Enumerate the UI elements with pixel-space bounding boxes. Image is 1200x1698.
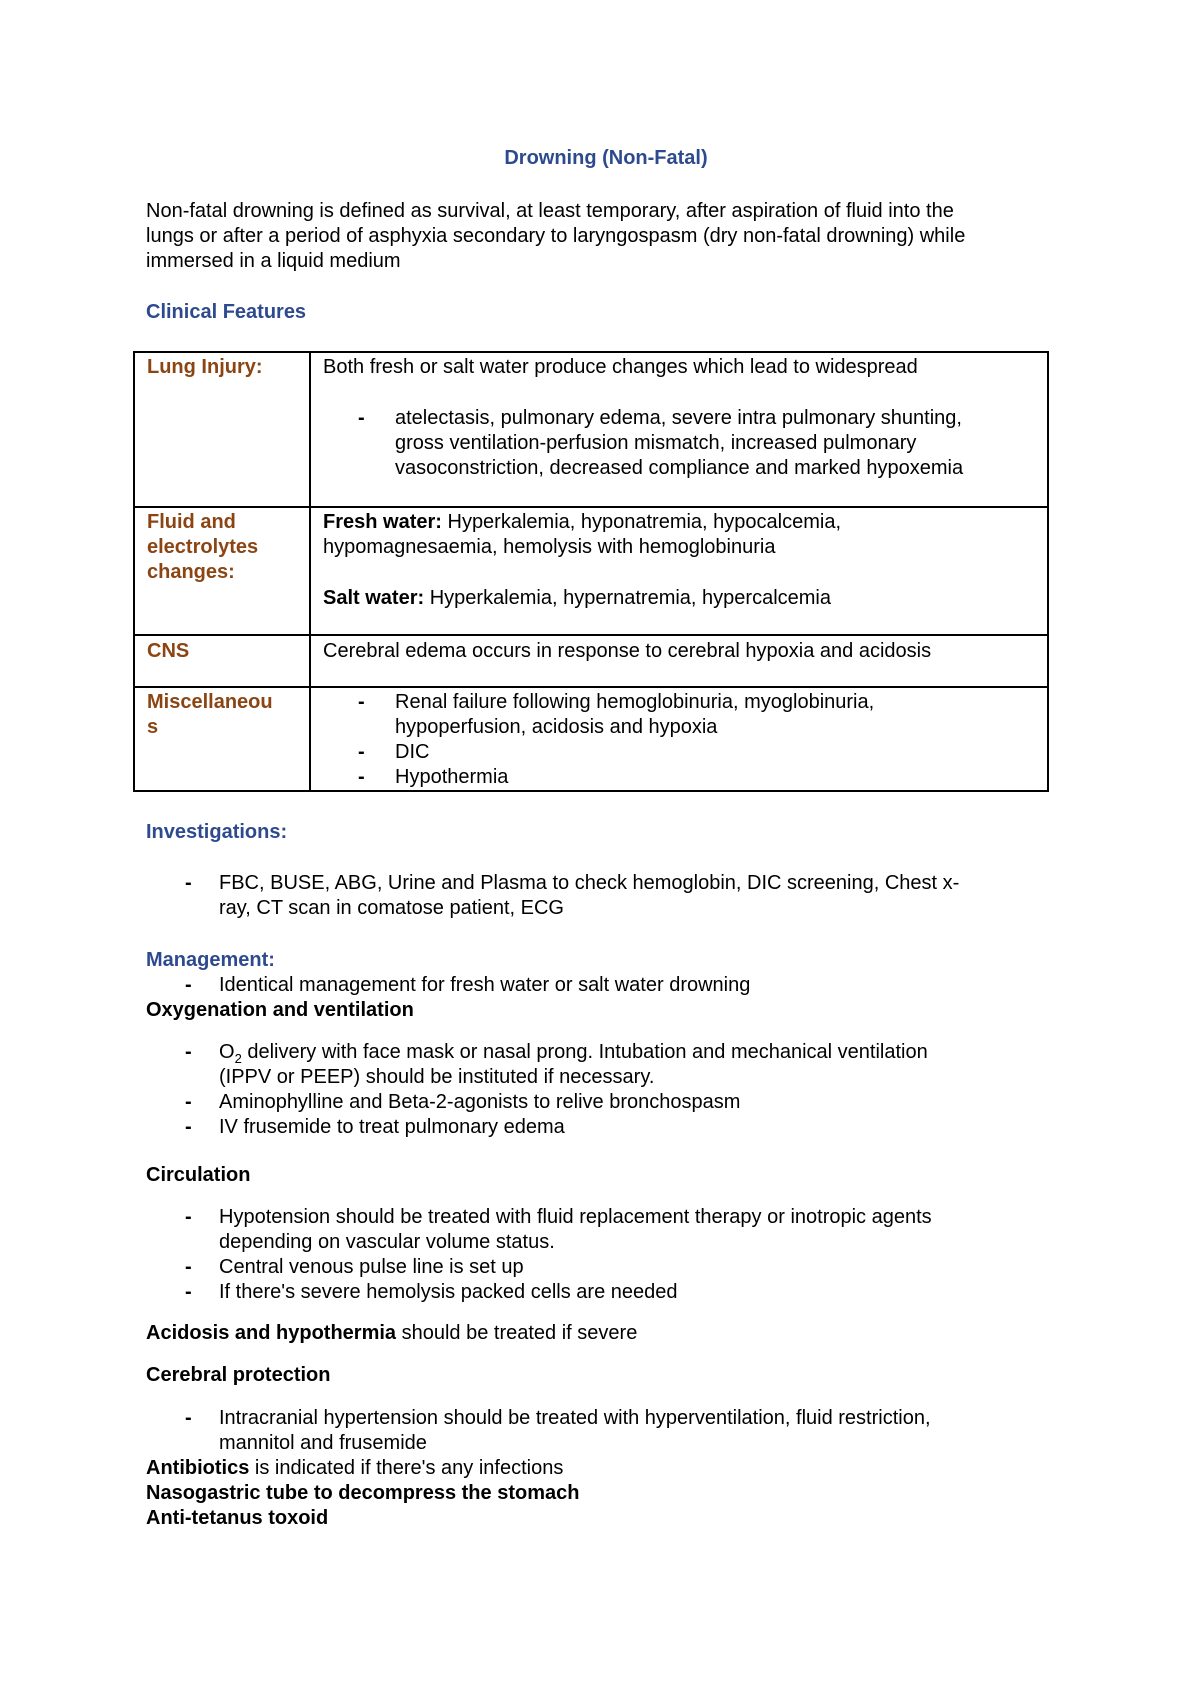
bullet-dash: - (185, 1281, 192, 1303)
misc-item-3: Hypothermia (395, 766, 509, 788)
acidosis-line (146, 1321, 637, 1346)
oxygenation-item-1-line-2: (IPPV or PEEP) should be instituted if necessary. (219, 1066, 655, 1088)
bullet-dash: - (185, 974, 192, 996)
circulation-item-3: If there's severe hemolysis packed cells are needed (219, 1281, 678, 1303)
antibiotics-bold: Antibiotics (146, 1457, 250, 1479)
misc-item-1-line-1: Renal failure following hemoglobinuria, myoglobinuria, (395, 691, 875, 713)
bullet-dash: - (358, 741, 365, 763)
management-heading: Management: (146, 949, 275, 971)
cerebral-heading: Cerebral protection (146, 1364, 331, 1386)
investigations-line-2: ray, CT scan in comatose patient, ECG (219, 897, 564, 919)
management-item: Identical management for fresh water or salt water drowning (219, 974, 751, 996)
cns-label: CNS (147, 640, 190, 662)
fresh-water-label: Fresh water: (323, 511, 442, 533)
bullet-dash: - (358, 766, 365, 788)
clinical-features-heading: Clinical Features (146, 301, 307, 323)
circulation-heading: Circulation (146, 1164, 251, 1186)
table-row-cns (134, 635, 1048, 687)
lung-injury-text: Both fresh or salt water produce changes which lead to widespread (323, 356, 918, 378)
investigations-heading: Investigations: (146, 821, 288, 843)
fresh-water-line (323, 510, 841, 535)
misc-item-2: DIC (395, 741, 430, 763)
table-row-fluid-electrolytes (134, 507, 1048, 635)
bullet-dash: - (185, 1256, 192, 1278)
bullet-dash: - (185, 1407, 192, 1429)
bullet-dash: - (185, 1206, 192, 1228)
fluid-label-cell (134, 507, 310, 635)
bullet-dash: - (185, 1116, 192, 1138)
circulation-item-2: Central venous pulse line is set up (219, 1256, 524, 1278)
table-row-miscellaneous (134, 687, 1048, 791)
fluid-label-line-2: electrolytes (147, 536, 259, 558)
lung-injury-content-cell (310, 352, 1048, 507)
fluid-content-cell (310, 507, 1048, 635)
lung-injury-label: Lung Injury: (147, 356, 263, 378)
fresh-water-text-line-2: hypomagnesaemia, hemolysis with hemoglobinuria (323, 536, 776, 558)
cns-text: Cerebral edema occurs in response to cerebral hypoxia and acidosis (323, 640, 932, 662)
intro-line-2: lungs or after a period of asphyxia secondary to laryngospasm (dry non-fatal drowning) while (146, 225, 966, 247)
fresh-water-text: Hyperkalemia, hyponatremia, hypocalcemia, (441, 511, 842, 533)
salt-water-label: Salt water: (323, 587, 425, 609)
oxygenation-heading: Oxygenation and ventilation (146, 999, 414, 1021)
cns-content-cell (310, 635, 1048, 687)
fluid-label-line-1: Fluid and (147, 511, 236, 533)
cerebral-item-line-2: mannitol and frusemide (219, 1432, 427, 1454)
oxygenation-item-3: IV frusemide to treat pulmonary edema (219, 1116, 565, 1138)
misc-label-line-2: s (147, 716, 159, 738)
misc-content-cell (310, 687, 1048, 791)
fluid-label-line-3: changes: (147, 561, 235, 583)
salt-water-line (323, 586, 831, 611)
acidosis-text: should be treated if severe (396, 1322, 638, 1344)
bullet-dash: - (358, 407, 365, 429)
intro-line-3: immersed in a liquid medium (146, 250, 401, 272)
circulation-item-1-line-2: depending on vascular volume status. (219, 1231, 555, 1253)
lung-injury-bullet-line-3: vasoconstriction, decreased compliance and marked hypoxemia (395, 457, 964, 479)
nasogastric-line: Nasogastric tube to decompress the stomach (146, 1482, 580, 1504)
misc-label-line-1: Miscellaneou (147, 691, 273, 713)
cns-label-cell (134, 635, 310, 687)
bullet-dash: - (185, 1041, 192, 1063)
intro-line-1: Non-fatal drowning is defined as survival, at least temporary, after aspiration of fluid into the (146, 200, 954, 222)
antibiotics-text: is indicated if there's any infections (249, 1457, 564, 1479)
clinical-features-table (133, 351, 1049, 792)
oxygen-symbol: O (219, 1041, 235, 1063)
bullet-dash: - (185, 872, 192, 894)
oxygenation-item-1-text: delivery with face mask or nasal prong. Intubation and mechanical ventilation (241, 1041, 928, 1063)
lung-injury-bullet-line-2: gross ventilation-perfusion mismatch, increased pulmonary (395, 432, 917, 454)
salt-water-text: Hyperkalemia, hypernatremia, hypercalcemia (424, 587, 831, 609)
investigations-line-1: FBC, BUSE, ABG, Urine and Plasma to check hemoglobin, DIC screening, Chest x- (219, 872, 960, 894)
misc-label-cell (134, 687, 310, 791)
oxygen-subscript: 2 (234, 1051, 242, 1066)
antitetanus-line: Anti-tetanus toxoid (146, 1507, 329, 1529)
page-title: Drowning (Non-Fatal) (504, 147, 708, 169)
circulation-item-1: Hypotension should be treated with fluid replacement therapy or inotropic agents (219, 1206, 932, 1228)
bullet-dash: - (185, 1091, 192, 1113)
oxygenation-item-2: Aminophylline and Beta-2-agonists to relive bronchospasm (219, 1091, 741, 1113)
lung-injury-label-cell (134, 352, 310, 507)
table-row-lung-injury (134, 352, 1048, 507)
misc-item-1-line-2: hypoperfusion, acidosis and hypoxia (395, 716, 718, 738)
cerebral-item: Intracranial hypertension should be treated with hyperventilation, fluid restriction, (219, 1407, 931, 1429)
antibiotics-line (146, 1456, 563, 1481)
bullet-dash: - (358, 691, 365, 713)
acidosis-bold: Acidosis and hypothermia (146, 1322, 397, 1344)
lung-injury-bullet-line-1: atelectasis, pulmonary edema, severe intra pulmonary shunting, (395, 407, 962, 429)
